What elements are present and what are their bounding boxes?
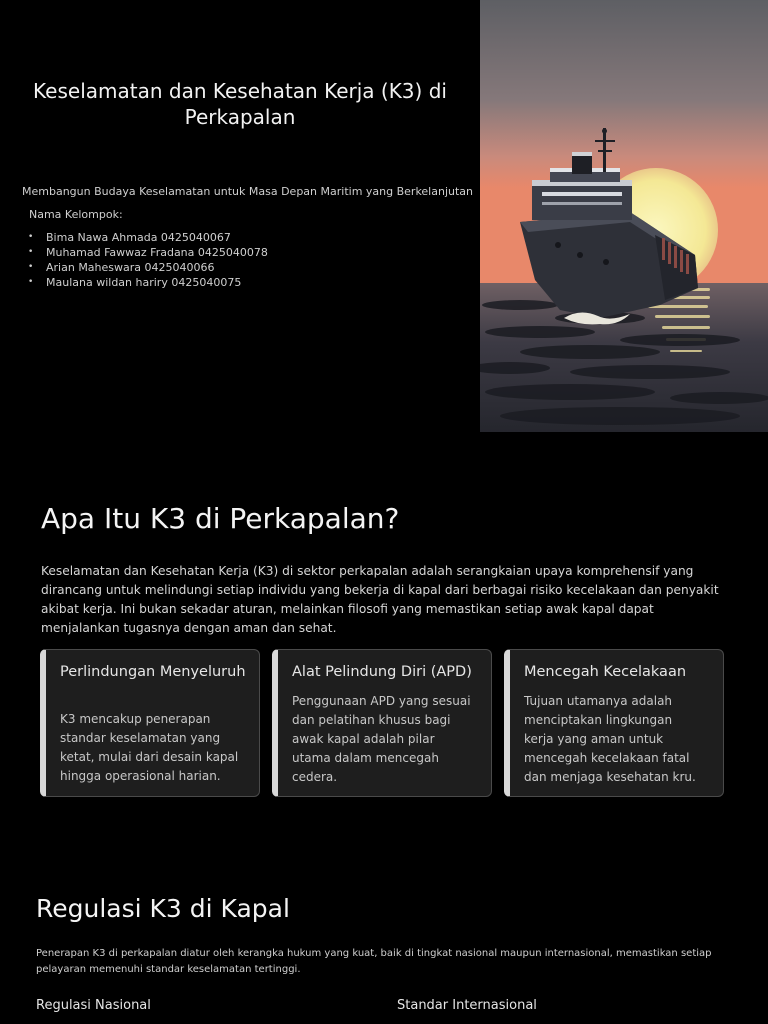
subheading-international: Standar Internasional xyxy=(397,998,537,1013)
team-member xyxy=(28,245,268,260)
team-member xyxy=(28,230,268,245)
ship-svg xyxy=(480,0,768,432)
card-title: Perlindungan Menyeluruh xyxy=(60,664,246,680)
hero-title: Keselamatan dan Kesehatan Kerja (K3) di Perkapalan xyxy=(33,79,447,129)
member-name: Arian Maheswara 0425040066 xyxy=(46,261,215,274)
subheading-national: Regulasi Nasional xyxy=(36,998,151,1013)
card-title: Mencegah Kecelakaan xyxy=(524,664,687,680)
team-member xyxy=(28,260,268,275)
bullet-icon: • xyxy=(28,262,34,272)
member-name: Bima Nawa Ahmada 0425040067 xyxy=(46,231,231,244)
section-body-k3: Keselamatan dan Kesehatan Kerja (K3) di sektor perkapalan adalah serangkaian upaya komprehensif yang dirancang untuk melindungi setiap individu yang bekerja di kapal dari berbagai risiko kecelakaan dan penyakit akibat kerja. Ini bukan sekadar aturan, melainkan filosofi yang memastikan setiap awak kapal dapat menjalankan tugasnya dengan aman dan sehat. xyxy=(41,564,719,635)
section-title-k3: Apa Itu K3 di Perkapalan? xyxy=(41,502,400,535)
info-card xyxy=(272,649,492,797)
bullet-icon: • xyxy=(28,277,34,287)
section-title-regulasi: Regulasi K3 di Kapal xyxy=(36,894,290,923)
info-card xyxy=(504,649,724,797)
bullet-icon: • xyxy=(28,232,34,242)
section-body-regulasi: Penerapan K3 di perkapalan diatur oleh kerangka hukum yang kuat, baik di tingkat nasional maupun internasional, memastikan setiap pelayaran memenuhi standar keselamatan tertinggi. xyxy=(36,948,712,975)
info-card xyxy=(40,649,260,797)
member-name: Muhamad Fawwaz Fradana 0425040078 xyxy=(46,246,268,259)
card-text: K3 mencakup penerapan standar keselamatan yang ketat, mulai dari desain kapal hingga operasional harian. xyxy=(60,712,239,783)
card-text: Penggunaan APD yang sesuai dan pelatihan khusus bagi awak kapal adalah pilar utama dalam mencegah cedera. xyxy=(292,694,471,784)
card-title: Alat Pelindung Diri (APD) xyxy=(292,664,472,680)
member-name: Maulana wildan hariry 0425040075 xyxy=(46,276,242,289)
team-list xyxy=(28,230,268,290)
team-label: Nama Kelompok: xyxy=(29,208,123,221)
bullet-icon: • xyxy=(28,247,34,257)
hero-subtitle: Membangun Budaya Keselamatan untuk Masa Depan Maritim yang Berkelanjutan xyxy=(22,185,474,198)
hero-section xyxy=(0,0,768,432)
ship-illustration xyxy=(480,0,768,432)
team-member xyxy=(28,275,268,290)
card-text: Tujuan utamanya adalah menciptakan lingkungan kerja yang aman untuk mencegah kecelakaan fatal dan menjaga kesehatan kru. xyxy=(524,694,696,784)
